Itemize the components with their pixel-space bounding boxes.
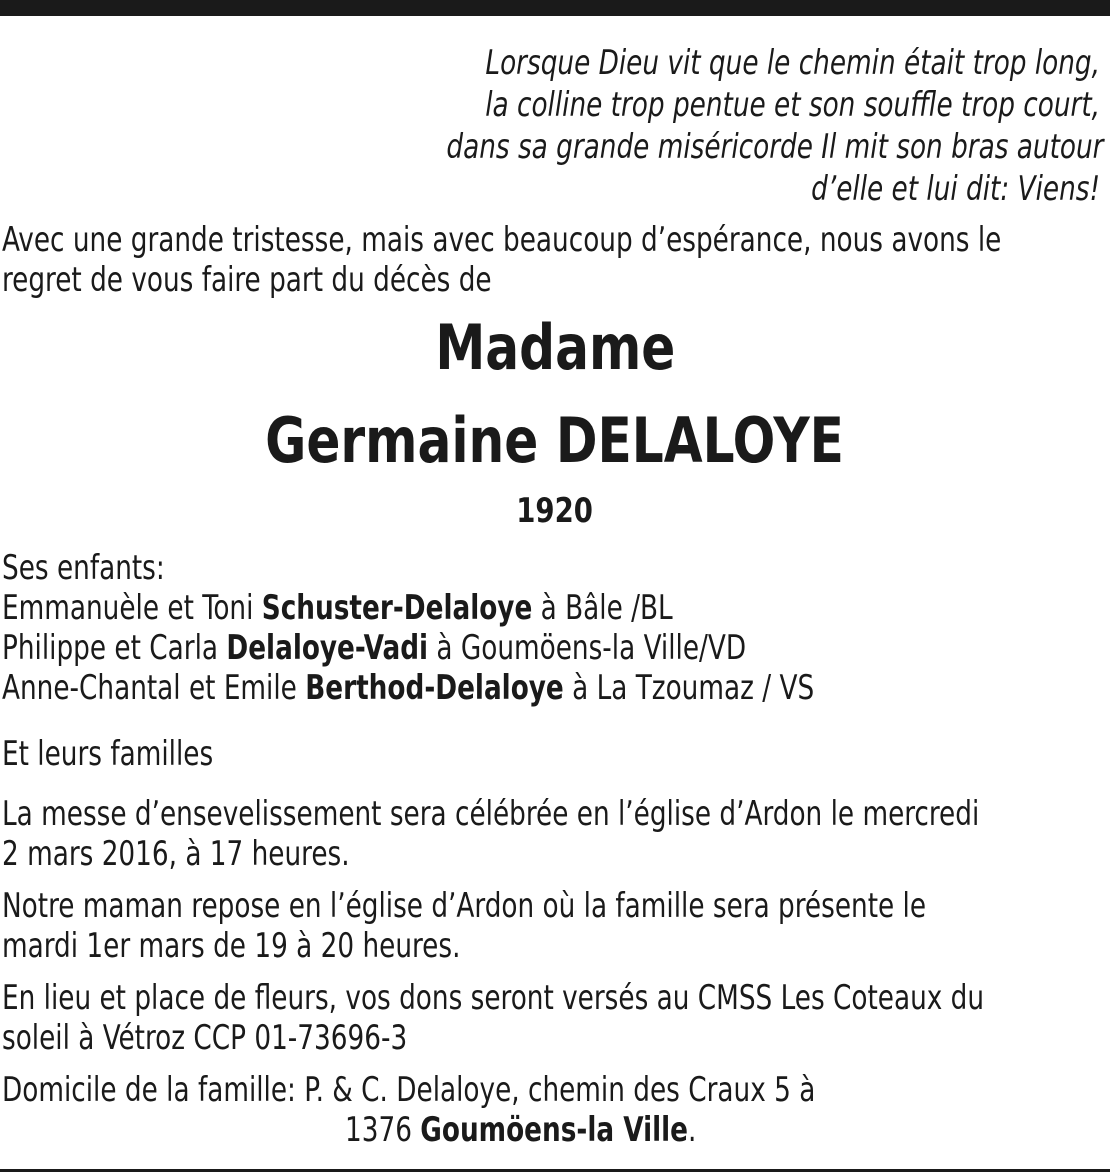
poem-line: la colline trop pentue et son souffle trop court, [485,85,1100,125]
child-surname: Delaloye-Vadi [226,628,429,668]
donations-paragraph: En lieu et place de fleurs, vos dons seront versés au CMSS Les Coteaux du soleil à Vétroz CCP 01-73696-3 [2,978,985,1058]
epigraph-poem [446,42,1104,210]
domicile-paragraph: Domicile de la famille: P. & C. Delaloye, chemin des Craux 5 à 1376 Goumöens-la Ville. [2,1070,816,1150]
domicile-town: Goumöens-la Ville [420,1110,688,1150]
intro-line: Avec une grande tristesse, mais avec beaucoup d’espérance, nous avons le [2,220,1002,260]
child-surname: Berthod-Delaloye [305,668,564,708]
children-heading: Ses enfants: [2,548,165,588]
top-rule [0,0,1110,16]
poem-line: dans sa grande miséricorde Il mit son bras autour [446,127,1104,167]
child-row: Emmanuèle et Toni Schuster-Delaloye à Bâle /BL [2,588,673,628]
poem-line: d’elle et lui dit: Viens! [811,169,1100,209]
families-line: Et leurs familles [2,734,214,774]
child-row: Philippe et Carla Delaloye-Vadi à Goumöens-la Ville/VD [2,628,747,668]
mass-paragraph: La messe d’ensevelissement sera célébrée en l’église d’Ardon le mercredi 2 mars 2016, à 17 heures. [2,794,980,874]
intro-line: regret de vous faire part du décès de [2,260,492,300]
child-surname: Schuster-Delaloye [261,588,533,628]
deceased-birth-year: 1920 [516,491,594,531]
vigil-paragraph: Notre maman repose en l’église d’Ardon où la famille sera présente le mardi 1er mars de 19 à 20 heures. [2,886,927,966]
domicile-address-line: 1376 Goumöens-la Ville. [345,1110,697,1150]
deceased-title: Madame [434,311,676,384]
intro-paragraph [2,220,1102,300]
bottom-rule [0,1169,1110,1172]
deceased-name: Germaine DELALOYE [265,404,845,477]
poem-line: Lorsque Dieu vit que le chemin était trop long, [485,43,1100,83]
child-row: Anne-Chantal et Emile Berthod-Delaloye à La Tzoumaz / VS [2,668,815,708]
children-list [2,548,1102,708]
